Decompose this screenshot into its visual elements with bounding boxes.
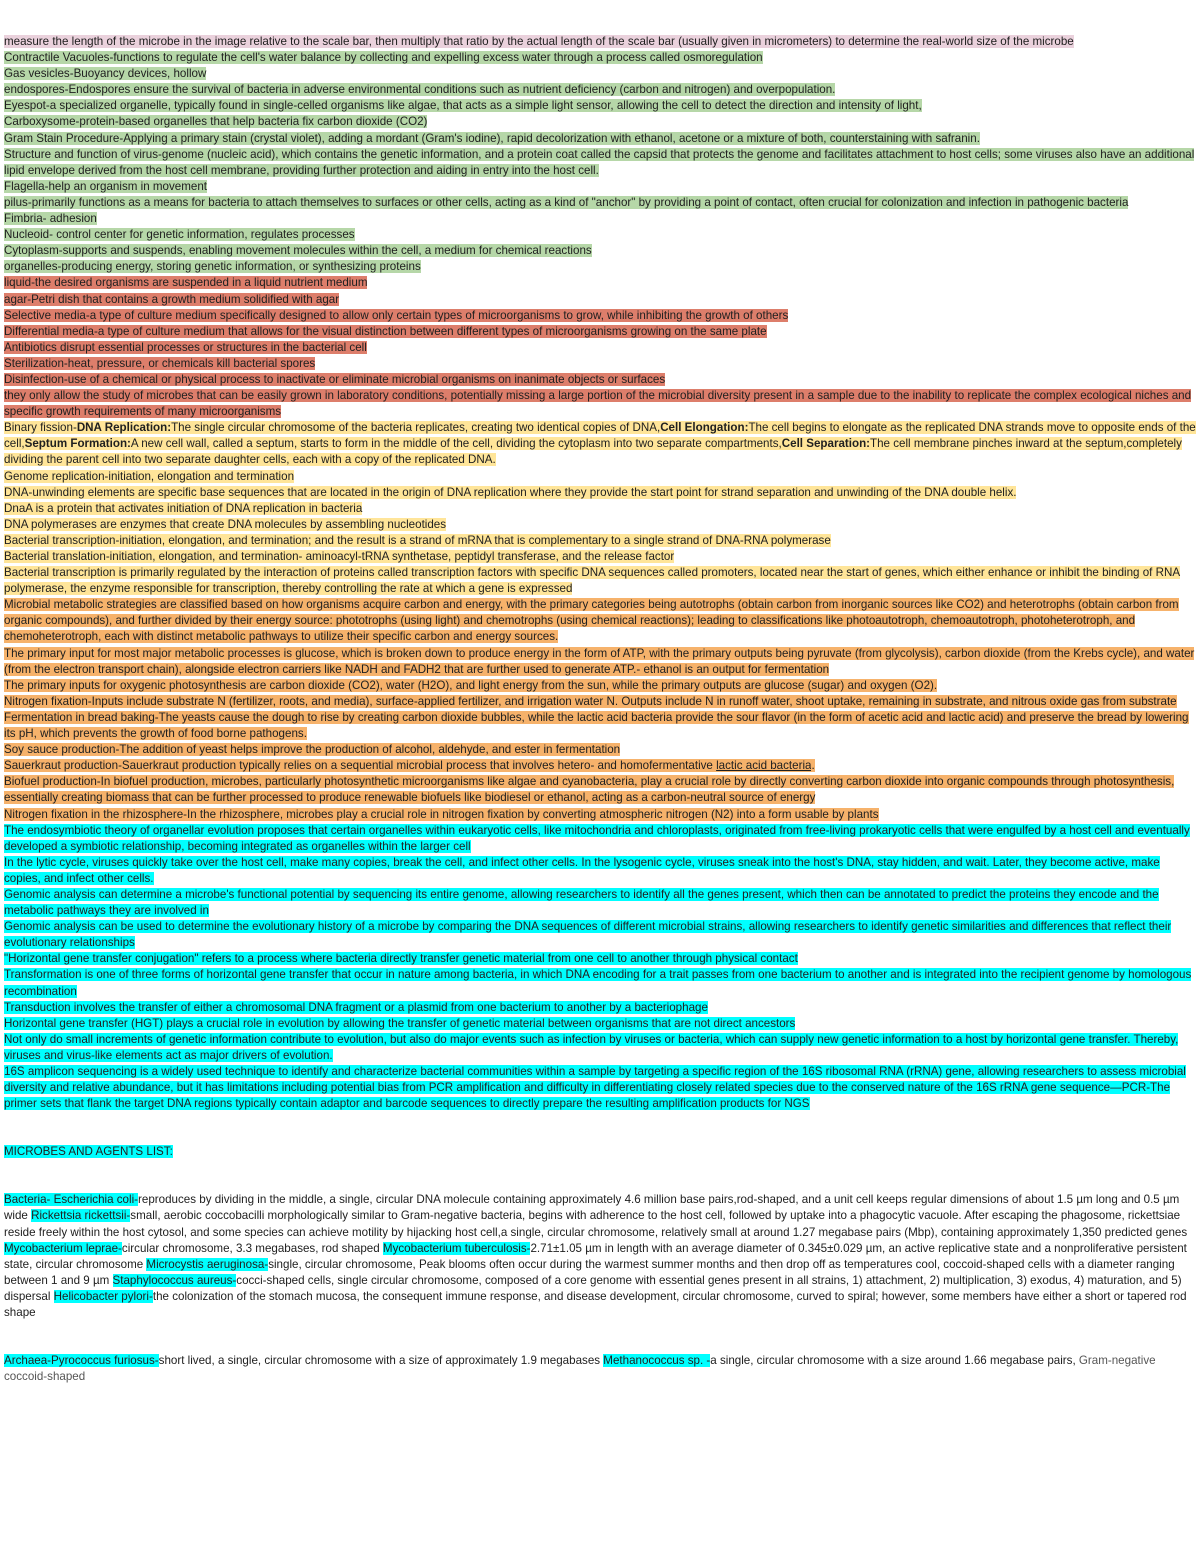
yellow-note-line (4, 549, 1196, 565)
note-text: 16S amplicon sequencing is a widely used technique to identify and characterize bacterial communities within a sample by targeting a specific region of the 16S ribosomal RNA (rRNA) gene, allowing researchers to assess microbial diversity and relative abundance, but it has limitations including potential bias from PCR amplification and difficulty in differentiating closely related species due to the conserved nature of the 16S rRNA gene sequence—PCR-The primer sets that flank the target DNA regions typically contain adaptor and barcode sequences to directly prepare the resulting amplification products for NGS (4, 1065, 1186, 1111)
note-text: Bacterial transcription-initiation, elongation, and termination; and the result is a strand of mRNA that is complementary to a single strand of DNA-RNA polymerase (4, 533, 831, 547)
note-text: Fimbria- adhesion (4, 212, 97, 226)
organism-description: short lived, a single, circular chromosome with a size of approximately 1.9 megabases (158, 1354, 604, 1368)
spacer (4, 1160, 1196, 1192)
orange-note-line (4, 646, 1196, 678)
note-text: Structure and function of virus-genome (nucleic acid), which contains the genetic information, and a protein coat called the capsid that protects the genome and facilitates attachment to host cells; some viruses also have an additional lipid envelope derived from the host cell membrane, providing further protection and aiding in entry into the host cell. (4, 147, 1195, 177)
note-text: Sterilization-heat, pressure, or chemicals kill bacterial spores (4, 356, 316, 370)
green-note-line (4, 259, 1196, 275)
cyan-note-line (4, 823, 1196, 855)
note-text: The single circular chromosome of the bacteria replicates, creating two identical copies of DNA, (171, 421, 661, 435)
yellow-note-line (4, 533, 1196, 549)
organism-name: Mycobacterium tuberculosis- (382, 1241, 531, 1255)
yellow-note-line (4, 469, 1196, 485)
green-note-line (4, 179, 1196, 195)
cyan-note-line (4, 1032, 1196, 1064)
cyan-note-line (4, 919, 1196, 951)
yellow-note-line (4, 565, 1196, 597)
note-text: Transformation is one of three forms of horizontal gene transfer that occur in nature among bacteria, in which DNA encoding for a trait passes from one bacterium to another and is integrated into the recipient genome by homologous recombination (4, 968, 1192, 998)
note-text: pilus-primarily functions as a means for bacteria to attach themselves to surfaces or other cells, acting as a kind of "anchor" by providing a point of contact, often crucial for colonization and infection in pathogenic bacteria (4, 195, 1129, 209)
note-text: The endosymbiotic theory of organellar evolution proposes that certain organelles within eukaryotic cells, like mitochondria and chloroplasts, originated from free-living prokaryotic cells that were engulfed by a host cell and eventually developed a symbiotic relationship, becoming integrated as organelles within the larger cell (4, 823, 1190, 853)
red-note-line (4, 308, 1196, 324)
organism-description: cocci-shaped cells, single circular chromosome, composed of a core genome with essential genes present in all strains, 1) attachment, 2) multiplication, 3) exodus, 4) maturation, and 5) dispersal (4, 1273, 1182, 1303)
orange-note-line (4, 774, 1196, 806)
organism-description: the colonization of the stomach mucosa, the consequent immune response, and disease development, circular chromosome, curved to spiral; however, some members have either a short or tapered rod shape (4, 1289, 1187, 1320)
note-text: Binary fission- (4, 421, 77, 435)
step-label: Cell Separation: (781, 437, 871, 451)
green-note-line (4, 114, 1196, 130)
organism-description: circular chromosome, 3.3 megabases, rod shaped (121, 1241, 383, 1255)
organism-name: Microcystis aeruginosa- (146, 1257, 269, 1271)
note-text: The cell membrane pinches inward at the septum,completely dividing the parent cell into two separate daughter cells, each with a copy of the replicated DNA. (4, 437, 1182, 467)
green-note-line (4, 195, 1196, 211)
note-text: The primary inputs for oxygenic photosynthesis are carbon dioxide (CO2), water (H2O), and light energy from the sun, while the primary outputs are glucose (sugar) and oxygen (O2). (4, 678, 938, 692)
red-note-line (4, 372, 1196, 388)
note-text: Contractile Vacuoles-functions to regulate the cell's water balance by collecting and expelling excess water through a process called osmoregulation (4, 51, 763, 65)
organism-name: Staphylococcus aureus- (112, 1273, 237, 1287)
red-note-line (4, 340, 1196, 356)
green-note-line (4, 147, 1196, 179)
microbes-heading (4, 1144, 1196, 1160)
note-text: organelles-producing energy, storing genetic information, or synthesizing proteins (4, 260, 421, 274)
organism-name: Methanococcus sp. - (603, 1354, 711, 1368)
note-text: they only allow the study of microbes that can be easily grown in laboratory conditions, potentially missing a large portion of the microbial diversity present in a sample due to the inability to replicate the complex ecological niches and specific growth requirements of many microorganisms (4, 389, 1192, 419)
note-text: In the lytic cycle, viruses quickly take over the host cell, make many copies, break the cell, and infect other cells. In the lysogenic cycle, viruses sneak into the host's DNA, stay hidden, and wait. Later, they become active, make copies, and infect other cells. (4, 855, 1160, 885)
organism-name: Bacteria- Escherichia coli- (4, 1193, 139, 1207)
green-note-line (4, 131, 1196, 147)
note-text: Genomic analysis can determine a microbe's functional potential by sequencing its entire genome, allowing researchers to identify all the genes present, which then can be annotated to predict the proteins they encode and the metabolic pathways they are involved in (4, 887, 1159, 918)
orange-note-line (4, 710, 1196, 742)
note-text: Microbial metabolic strategies are classified based on how organisms acquire carbon and energy, with the primary categories being autotrophs (obtain carbon from inorganic sources like CO2) and heterotrophs (obtain carbon from organic compounds), and further divided by their energy source: phototrophs (using light) and chemotrophs (using chemical reactions); leading to classifications like photoautotroph, chemoautotroph, photoheterotroph, and chemoheterotroph, each with distinct metabolic pathways to utilize their specific carbon and energy sources. (4, 598, 1179, 644)
note-text: . (811, 759, 815, 773)
spacer (4, 1321, 1196, 1353)
note-text: Antibiotics disrupt essential processes or structures in the bacterial cell (4, 340, 367, 354)
note-text: DnaA is a protein that activates initiation of DNA replication in bacteria (4, 501, 363, 515)
cyan-note-line (4, 951, 1196, 967)
green-note-line (4, 98, 1196, 114)
note-text: agar-Petri dish that contains a growth medium solidified with agar (4, 292, 340, 306)
organism-description: reproduces by dividing in the middle, a single, circular DNA molecule containing approximately 4.6 million base pairs,rod-shaped, and a unit cell keeps regular dimensions of about 1.5 µm long and 0.5 µm wide (4, 1193, 1180, 1223)
organism-description: single, circular chromosome, Peak blooms often occur during the warmest summer months and then drop off as temperatures cool, coccoid-shaped cells with a diameter ranging between 1 and 9 µm (4, 1257, 1175, 1287)
note-text: Cytoplasm-supports and suspends, enabling movement molecules within the cell, a medium for chemical reactions (4, 244, 592, 258)
note-text: Bacterial translation-initiation, elongation, and termination- aminoacyl-tRNA synthetase, peptidyl transferase, and the release factor (4, 550, 675, 563)
note-text: Nitrogen fixation in the rhizosphere-In the rhizosphere, microbes play a crucial role in nitrogen fixation by converting atmospheric nitrogen (N2) into a form usable by plants (4, 807, 879, 821)
step-label: Septum Formation: (24, 437, 131, 451)
note-text: Horizontal gene transfer (HGT) plays a crucial role in evolution by allowing the transfer of genetic material between organisms that are not direct ancestors (4, 1016, 796, 1030)
note-text: Flagella-help an organism in movement (4, 179, 207, 193)
note-text: Differential media-a type of culture medium that allows for the visual distinction between different types of microorganisms growing on the same plate (4, 324, 767, 338)
note-text: Selective media-a type of culture medium specifically designed to allow only certain types of microorganisms to grow, while inhibiting the growth of others (4, 308, 789, 322)
note-text: The cell begins to elongate as the replicated DNA strands move to opposite ends of the cell, (4, 421, 1196, 451)
orange-note-line (4, 807, 1196, 823)
note-text: The primary input for most major metabolic processes is glucose, which is broken down to produce energy in the form of ATP, with the primary outputs being pyruvate (from glycolysis), carbon dioxide (from the Krebs cycle), and water (from the electron transport chain), alongside electron carriers like NADH and FADH2 that are further used to generate ATP.- ethanol is an output for fermentation (4, 646, 1195, 676)
note-text: Soy sauce production-The addition of yeast helps improve the production of alcohol, aldehyde, and ester in fermentation (4, 743, 621, 757)
green-note-line (4, 243, 1196, 259)
cyan-note-line (4, 887, 1196, 919)
cyan-note-line (4, 1016, 1196, 1032)
organism-description: Gram-negative coccoid-shaped (4, 1354, 1156, 1384)
note-text: Not only do small increments of genetic information contribute to evolution, but also do major events such as infection by viruses or bacteria, which can supply new genetic information to a host by horizontal gene transfer. Thereby, viruses and virus-like elements act as major drivers of evolution. (4, 1032, 1179, 1062)
red-note-line (4, 324, 1196, 340)
note-text: liquid-the desired organisms are suspended in a liquid nutrient medium (4, 276, 368, 290)
yellow-note-line (4, 501, 1196, 517)
pink-note-line (4, 34, 1196, 50)
organism-name: Helicobacter pylori- (53, 1289, 153, 1303)
yellow-note-line (4, 517, 1196, 533)
note-text: Transduction involves the transfer of either a chromosomal DNA fragment or a plasmid from one bacterium to another by a bacteriophage (4, 1000, 708, 1014)
red-note-line (4, 292, 1196, 308)
note-text: Nitrogen fixation-Inputs include substrate N (fertilizer, roots, and media), surface-applied fertilizer, and irrigation water N. Outputs include N in runoff water, shoot uptake, remaining in substrate, and nitrous oxide gas from substrate (4, 694, 1177, 708)
cyan-note-line (4, 967, 1196, 999)
orange-note-line (4, 678, 1196, 694)
note-text: Carboxysome-protein-based organelles that help bacteria fix carbon dioxide (CO2) (4, 115, 428, 129)
sauerkraut-line (4, 758, 1196, 774)
step-label: Cell Elongation: (660, 421, 749, 435)
step-label: DNA Replication: (76, 421, 172, 435)
note-text: DNA polymerases are enzymes that create DNA molecules by assembling nucleotides (4, 517, 447, 531)
note-text: Bacterial transcription is primarily regulated by the interaction of proteins called transcription factors with specific DNA sequences called promoters, located near the start of genes, which either enhance or inhibit the binding of RNA polymerase, the enzyme responsible for transcription, thereby controlling the rate at which a gene is expressed (4, 566, 1181, 596)
spacer (4, 1112, 1196, 1144)
note-text: endospores-Endospores ensure the survival of bacteria in adverse environmental conditions such as nutrient deficiency (carbon and nitrogen) and overpopulation. (4, 83, 836, 97)
note-text: Eyespot-a specialized organelle, typically found in single-celled organisms like algae, that acts as a simple light sensor, allowing the cell to detect the direction and intensity of light, (4, 99, 922, 113)
heading-text: MICROBES AND AGENTS LIST: (4, 1145, 173, 1159)
note-text: Gram Stain Procedure-Applying a primary stain (crystal violet), adding a mordant (Gram's iodine), rapid decolorization with ethanol, acetone or a mixture of both, counterstaining with safranin. (4, 131, 980, 145)
organism-name: Archaea-Pyrococcus furiosus- (4, 1354, 159, 1368)
cyan-note-line (4, 1064, 1196, 1112)
organism-description: a single, circular chromosome with a size around 1.66 megabase pairs, (710, 1354, 1079, 1368)
binary-fission-line (4, 420, 1196, 468)
note-text: Gas vesicles-Buoyancy devices, hollow (4, 67, 207, 81)
document-body (4, 34, 1196, 1385)
note-text: Disinfection-use of a chemical or physical process to inactivate or eliminate microbial organisms on inanimate objects or surfaces (4, 372, 666, 386)
yellow-note-line (4, 485, 1196, 501)
green-note-line (4, 227, 1196, 243)
note-text: Biofuel production-In biofuel production, microbes, particularly photosynthetic microorganisms like algae and cyanobacteria, play a crucial role by directly converting carbon dioxide into organic compounds through photosynthesis, essentially creating biomass that can be further processed to produce renewable biofuels like biodiesel or ethanol, acting as a carbon-neutral source of energy (4, 775, 1175, 805)
bacteria-paragraph (4, 1192, 1196, 1321)
organism-description: small, aerobic coccobacilli morphologically similar to Gram-negative bacteria, begins with adherence to the host cell, followed by uptake into a phagocytic vacuole. After escaping the phagosome, rickettsiae reside freely within the host cytosol, and some species can achieve motility by hijacking host cell,a single, circular chromosome, relatively small at around 1.27 megabase pairs (Mbp), containing approximately 1,350 predicted genes (4, 1209, 1188, 1239)
organism-name: Mycobacterium leprae- (4, 1241, 122, 1255)
orange-note-line (4, 597, 1196, 645)
lactic-acid-bacteria-link[interactable]: lactic acid bacteria (716, 759, 812, 773)
green-note-line (4, 66, 1196, 82)
note-text: DNA-unwinding elements are specific base sequences that are located in the origin of DNA replication where they provide the start point for strand separation and unwinding of the DNA double helix. (4, 485, 1017, 499)
note-text: measure the length of the microbe in the image relative to the scale bar, then multiply that ratio by the actual length of the scale bar (usually given in micrometers) to determine the real-world size of the microbe (4, 35, 1074, 48)
red-note-line (4, 275, 1196, 291)
orange-note-line (4, 694, 1196, 710)
green-note-line (4, 211, 1196, 227)
red-note-line (4, 388, 1196, 420)
note-text: A new cell wall, called a septum, starts to form in the middle of the cell, dividing the cytoplasm into two separate compartments, (130, 437, 782, 451)
note-text: Nucleoid- control center for genetic information, regulates processes (4, 228, 355, 242)
green-note-line (4, 82, 1196, 98)
note-text: Genomic analysis can be used to determine the evolutionary history of a microbe by comparing the DNA sequences of different microbial strains, allowing researchers to identify genetic similarities and differences that reflect their evolutionary relationships (4, 920, 1172, 950)
organism-description: 2.71±1.05 µm in length with an average diameter of 0.345±0.029 µm, an active replicative state and a nonproliferative persistent state, circular chromosome (4, 1241, 1187, 1271)
red-note-line (4, 356, 1196, 372)
cyan-note-line (4, 1000, 1196, 1016)
green-note-line (4, 50, 1196, 66)
archaea-paragraph (4, 1353, 1196, 1385)
orange-note-line (4, 742, 1196, 758)
note-text: Genome replication-initiation, elongation and termination (4, 469, 295, 483)
note-text: Sauerkraut production-Sauerkraut production typically relies on a sequential microbial process that involves hetero- and homofermentative (4, 759, 717, 773)
note-text: "Horizontal gene transfer conjugation" refers to a process where bacteria directly transfer genetic material from one cell to another through physical contact (4, 952, 798, 966)
cyan-note-line (4, 855, 1196, 887)
organism-name: Rickettsia rickettsii- (31, 1209, 131, 1223)
note-text: Fermentation in bread baking-The yeasts cause the dough to rise by creating carbon dioxide bubbles, while the lactic acid bacteria provide the sour flavor (in the form of acetic acid and lactic acid) and preserve the bread by lowering its pH, which prevents the growth of food borne pathogens. (4, 710, 1189, 741)
